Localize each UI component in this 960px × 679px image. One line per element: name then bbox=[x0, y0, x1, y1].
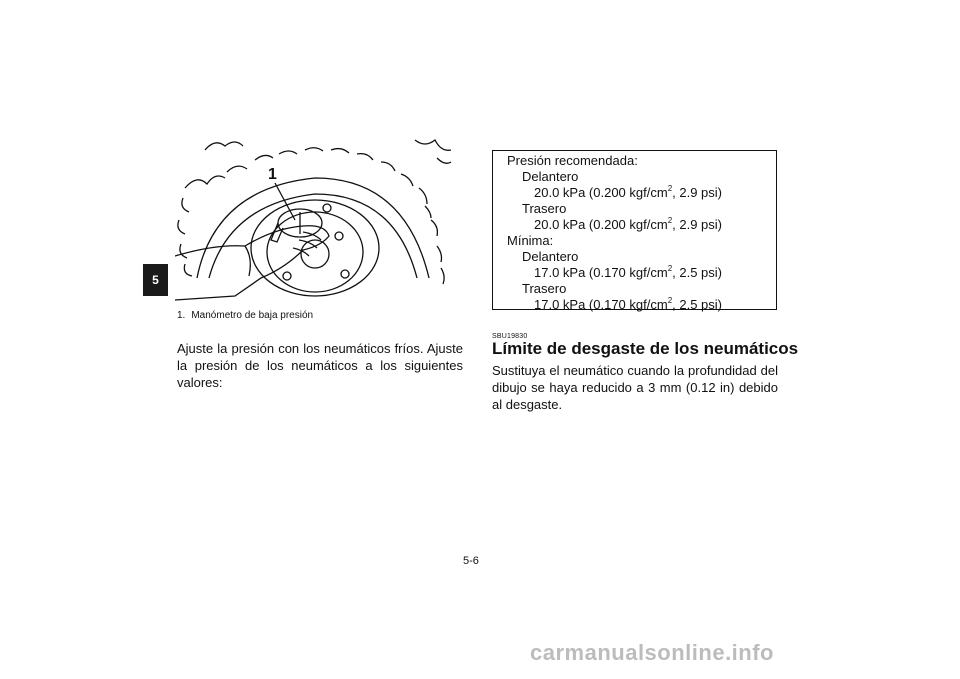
superscript: 2 bbox=[667, 215, 673, 225]
section-code: SBU19830 bbox=[492, 333, 528, 340]
spec-title: Presión recomendada: bbox=[507, 153, 638, 168]
spec-front-value-main: 20.0 kPa (0.200 kgf/cm bbox=[534, 185, 668, 200]
watermark: carmanualsonline.info bbox=[530, 640, 774, 665]
spec-min-front-value-main: 17.0 kPa (0.170 kgf/cm bbox=[534, 265, 668, 280]
spec-rear-label: Trasero bbox=[522, 201, 567, 216]
spec-min-rear-value-tail: , 2.5 psi) bbox=[672, 297, 722, 312]
caption-text: Manómetro de baja presión bbox=[191, 310, 314, 321]
wear-limit-paragraph: Sustituya el neumático cuando la profundidad del dibujo se haya reducido a 3 mm (0.12 in) debido al desgaste. bbox=[492, 363, 778, 412]
section-tab: 5 bbox=[143, 264, 168, 296]
spec-rear-value-tail: , 2.9 psi) bbox=[672, 217, 722, 232]
spec-min-front-value bbox=[493, 265, 776, 281]
figure-caption bbox=[177, 310, 313, 321]
tire-pressure-illustration bbox=[175, 128, 465, 303]
spec-min-front-value-tail: , 2.5 psi) bbox=[672, 265, 722, 280]
spec-rear-value-main: 20.0 kPa (0.200 kgf/cm bbox=[534, 217, 668, 232]
spec-front-value-tail: , 2.9 psi) bbox=[672, 185, 722, 200]
superscript: 2 bbox=[667, 263, 673, 273]
spec-rear-value bbox=[493, 217, 776, 233]
spec-front-value bbox=[493, 185, 776, 201]
spec-front-label: Delantero bbox=[522, 169, 579, 184]
page-number: 5-6 bbox=[463, 555, 479, 567]
caption-number: 1. bbox=[177, 310, 186, 321]
section-heading: Límite de desgaste de los neumáticos bbox=[492, 339, 799, 358]
superscript: 2 bbox=[667, 183, 673, 193]
pressure-instruction-paragraph: Ajuste la presión con los neumáticos fríos. Ajuste la presión de los neumáticos a los siguientes valores: bbox=[177, 341, 463, 390]
figure-callout-1: 1 bbox=[268, 166, 277, 183]
spec-min-rear-value bbox=[493, 297, 776, 313]
pressure-spec-box bbox=[492, 150, 777, 310]
superscript: 2 bbox=[667, 295, 673, 305]
spec-min-rear-label: Trasero bbox=[522, 281, 567, 296]
spec-min-title: Mínima: bbox=[507, 233, 554, 248]
spec-min-front-label: Delantero bbox=[522, 249, 579, 264]
spec-min-rear-value-main: 17.0 kPa (0.170 kgf/cm bbox=[534, 297, 668, 312]
